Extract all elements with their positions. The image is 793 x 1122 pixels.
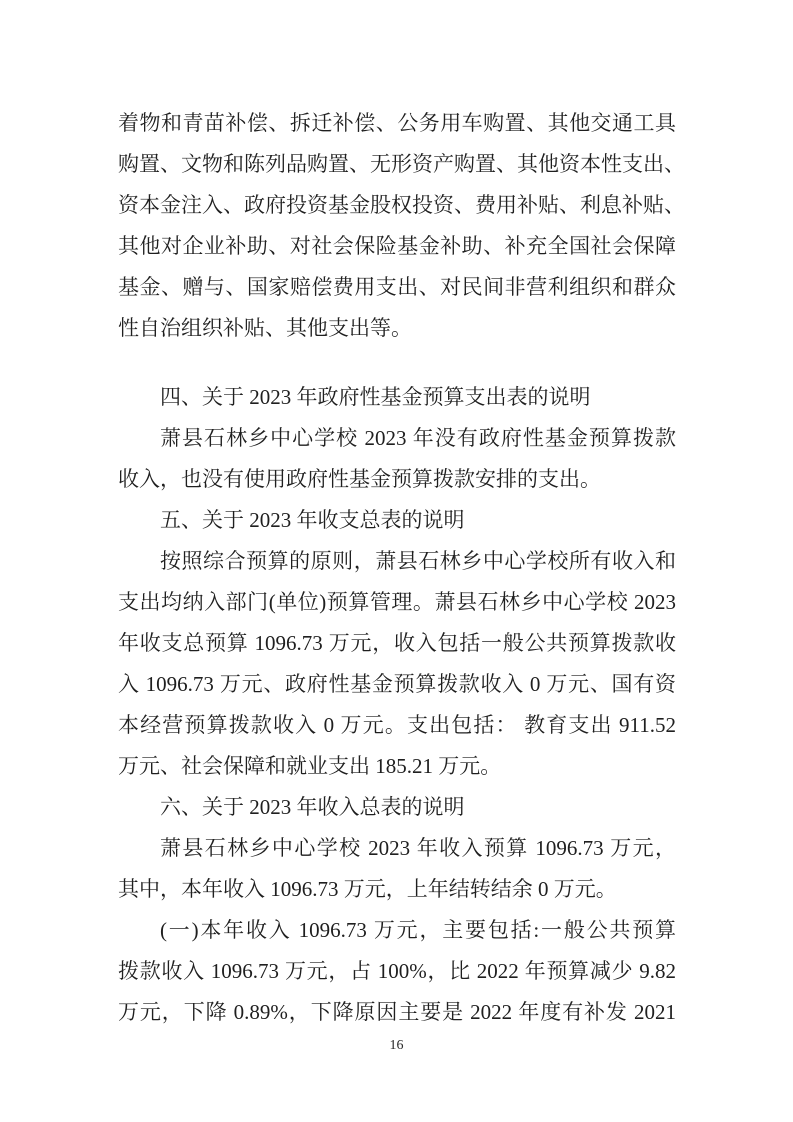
text-line: 拨款收入 1096.73 万元，占 100%，比 2022 年预算减少 9.82 bbox=[118, 959, 676, 983]
text-line: 四、关于 2023 年政府性基金预算支出表的说明 bbox=[160, 385, 591, 409]
text-line: 萧县石林乡中心学校 2023 年收入预算 1096.73 万元， bbox=[160, 836, 676, 860]
text-line: 入 1096.73 万元、政府性基金预算拨款收入 0 万元、国有资 bbox=[118, 672, 676, 696]
section-heading bbox=[118, 500, 676, 541]
text-line: 着物和青苗补偿、拆迁补偿、公务用车购置、其他交通工具 bbox=[118, 111, 676, 135]
text-line: 性自治组织补贴、其他支出等。 bbox=[118, 316, 412, 340]
text-line: (一)本年收入 1096.73 万元，主要包括:一般公共预算 bbox=[160, 918, 676, 942]
section-heading bbox=[118, 377, 676, 418]
text-line: 支出均纳入部门(单位)预算管理。萧县石林乡中心学校 2023 bbox=[118, 590, 676, 614]
paragraph bbox=[118, 103, 685, 349]
text-line: 年收支总预算 1096.73 万元，收入包括一般公共预算拨款收 bbox=[118, 631, 676, 655]
paragraph bbox=[118, 828, 676, 910]
text-line: 其中，本年收入 1096.73 万元，上年结转结余 0 万元。 bbox=[118, 877, 617, 901]
text-line: 六、关于 2023 年收入总表的说明 bbox=[160, 795, 465, 819]
document-body bbox=[118, 103, 685, 1033]
paragraph bbox=[118, 541, 676, 787]
text-line: 资本金注入、政府投资基金股权投资、费用补贴、利息补贴、 bbox=[118, 193, 685, 217]
paragraph bbox=[118, 910, 676, 1033]
text-line: 五、关于 2023 年收支总表的说明 bbox=[160, 508, 465, 532]
section-heading bbox=[118, 787, 676, 828]
text-line: 本经营预算拨款收入 0 万元。支出包括： 教育支出 911.52 bbox=[118, 713, 676, 737]
text-line: 万元、社会保障和就业支出 185.21 万元。 bbox=[118, 754, 502, 778]
text-line: 万元，下降 0.89%，下降原因主要是 2022 年度有补发 2021 bbox=[118, 1000, 676, 1024]
text-line: 购置、文物和陈列品购置、无形资产购置、其他资本性支出、 bbox=[118, 152, 685, 176]
text-line: 萧县石林乡中心学校 2023 年没有政府性基金预算拨款 bbox=[160, 426, 676, 450]
text-line: 其他对企业补助、对社会保险基金补助、补充全国社会保障 bbox=[118, 234, 676, 258]
paragraph bbox=[118, 418, 676, 500]
text-line: 按照综合预算的原则，萧县石林乡中心学校所有收入和 bbox=[160, 549, 676, 573]
page-number: 16 bbox=[389, 1038, 404, 1053]
text-line: 收入，也没有使用政府性基金预算拨款安排的支出。 bbox=[118, 467, 601, 491]
text-line: 基金、赠与、国家赔偿费用支出、对民间非营利组织和群众 bbox=[118, 275, 676, 299]
